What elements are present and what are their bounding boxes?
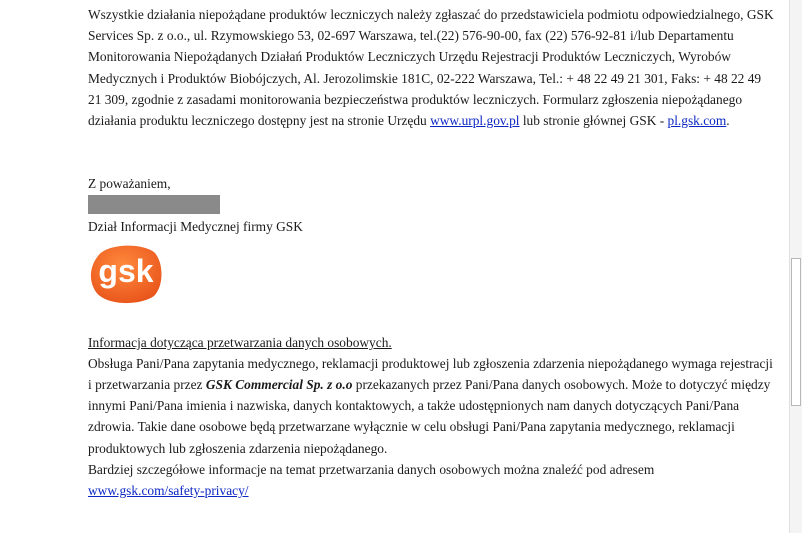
privacy-link-line: [88, 480, 776, 501]
vertical-scrollbar[interactable]: [789, 0, 802, 533]
privacy-text: Obsługa Pani/Pana zapytania medycznego, reklamacji produktowej lub zgłoszenia zdarzenia niepożądanego wymaga rejestracji i przetwarzania przez: [88, 355, 773, 393]
spacer: [88, 306, 776, 332]
privacy-more-info: Bardziej szczegółowe informacje na temat przetwarzania danych osobowych można znaleźć pod adresem: [88, 461, 655, 477]
privacy-heading: Informacja dotycząca przetwarzania danych osobowych.: [88, 334, 392, 350]
gsk-logo-text: gsk: [98, 252, 154, 289]
adverse-reporting-text-2: lub stronie głównej GSK -: [519, 113, 668, 129]
gsk-logo-icon: [88, 242, 164, 306]
gsk-home-link[interactable]: pl.gsk.com: [667, 113, 727, 129]
adverse-reporting-paragraph: [88, 4, 776, 131]
urpl-link[interactable]: www.urpl.gov.pl: [430, 113, 520, 129]
gsk-logo: [88, 242, 164, 306]
redacted-signer-name: [88, 195, 220, 214]
adverse-reporting-text: Wszystkie działania niepożądane produktów leczniczych należy zgłaszać do przedstawiciela podmiotu odpowiedzialnego, GSK Services Sp. z o.o., ul. Rzymowskiego 53, 02-697 Warszawa, tel.(22) 576-90-00, fax (22) 576-92-81 i/lub Departamentu Monitorowania Niepożądanych Działań Produktów Leczniczych Urzędu Rejestracji Produktów Leczniczych, Wyrobów Medycznych i Produktów Biobójczych, Al. Jerozolimskie 181C, 02-222 Warszawa, Tel.: + 48 22 49 21 301, Faks: + 48 22 49 21 309, zgodnie z zasadami monitorowania bezpieczeństwa produktów leczniczych. Formularz zgłoszenia niepożądanego działania produktu leczniczego dostępny jest na stronie Urzędu: [88, 7, 774, 129]
spacer: [88, 131, 776, 173]
department-name: Dział Informacji Medycznej firmy GSK: [88, 219, 303, 235]
privacy-text-2: przekazanych przez Pani/Pana danych osobowych. Może to dotyczyć między innymi Pani/Pana imienia i nazwiska, danych kontaktowych, a także udostępnionych nam danych dotyczących Pani/Pana zdrowia. Takie dane osobowe będą przetwarzane wyłącznie w celu obsługi Pani/Pana zapytania medycznego, reklamacji produktowych lub zgłoszenia zdarzenia niepożądanego.: [88, 377, 771, 456]
scrollbar-thumb[interactable]: [791, 258, 801, 406]
privacy-link[interactable]: www.gsk.com/safety-privacy/: [88, 483, 249, 499]
closing-greeting: Z poważaniem,: [88, 176, 171, 192]
privacy-company-name: GSK Commercial Sp. z o.o: [205, 377, 353, 393]
email-content: [88, 4, 776, 501]
adverse-reporting-text-3: .: [726, 113, 730, 129]
privacy-paragraph: [88, 353, 776, 459]
